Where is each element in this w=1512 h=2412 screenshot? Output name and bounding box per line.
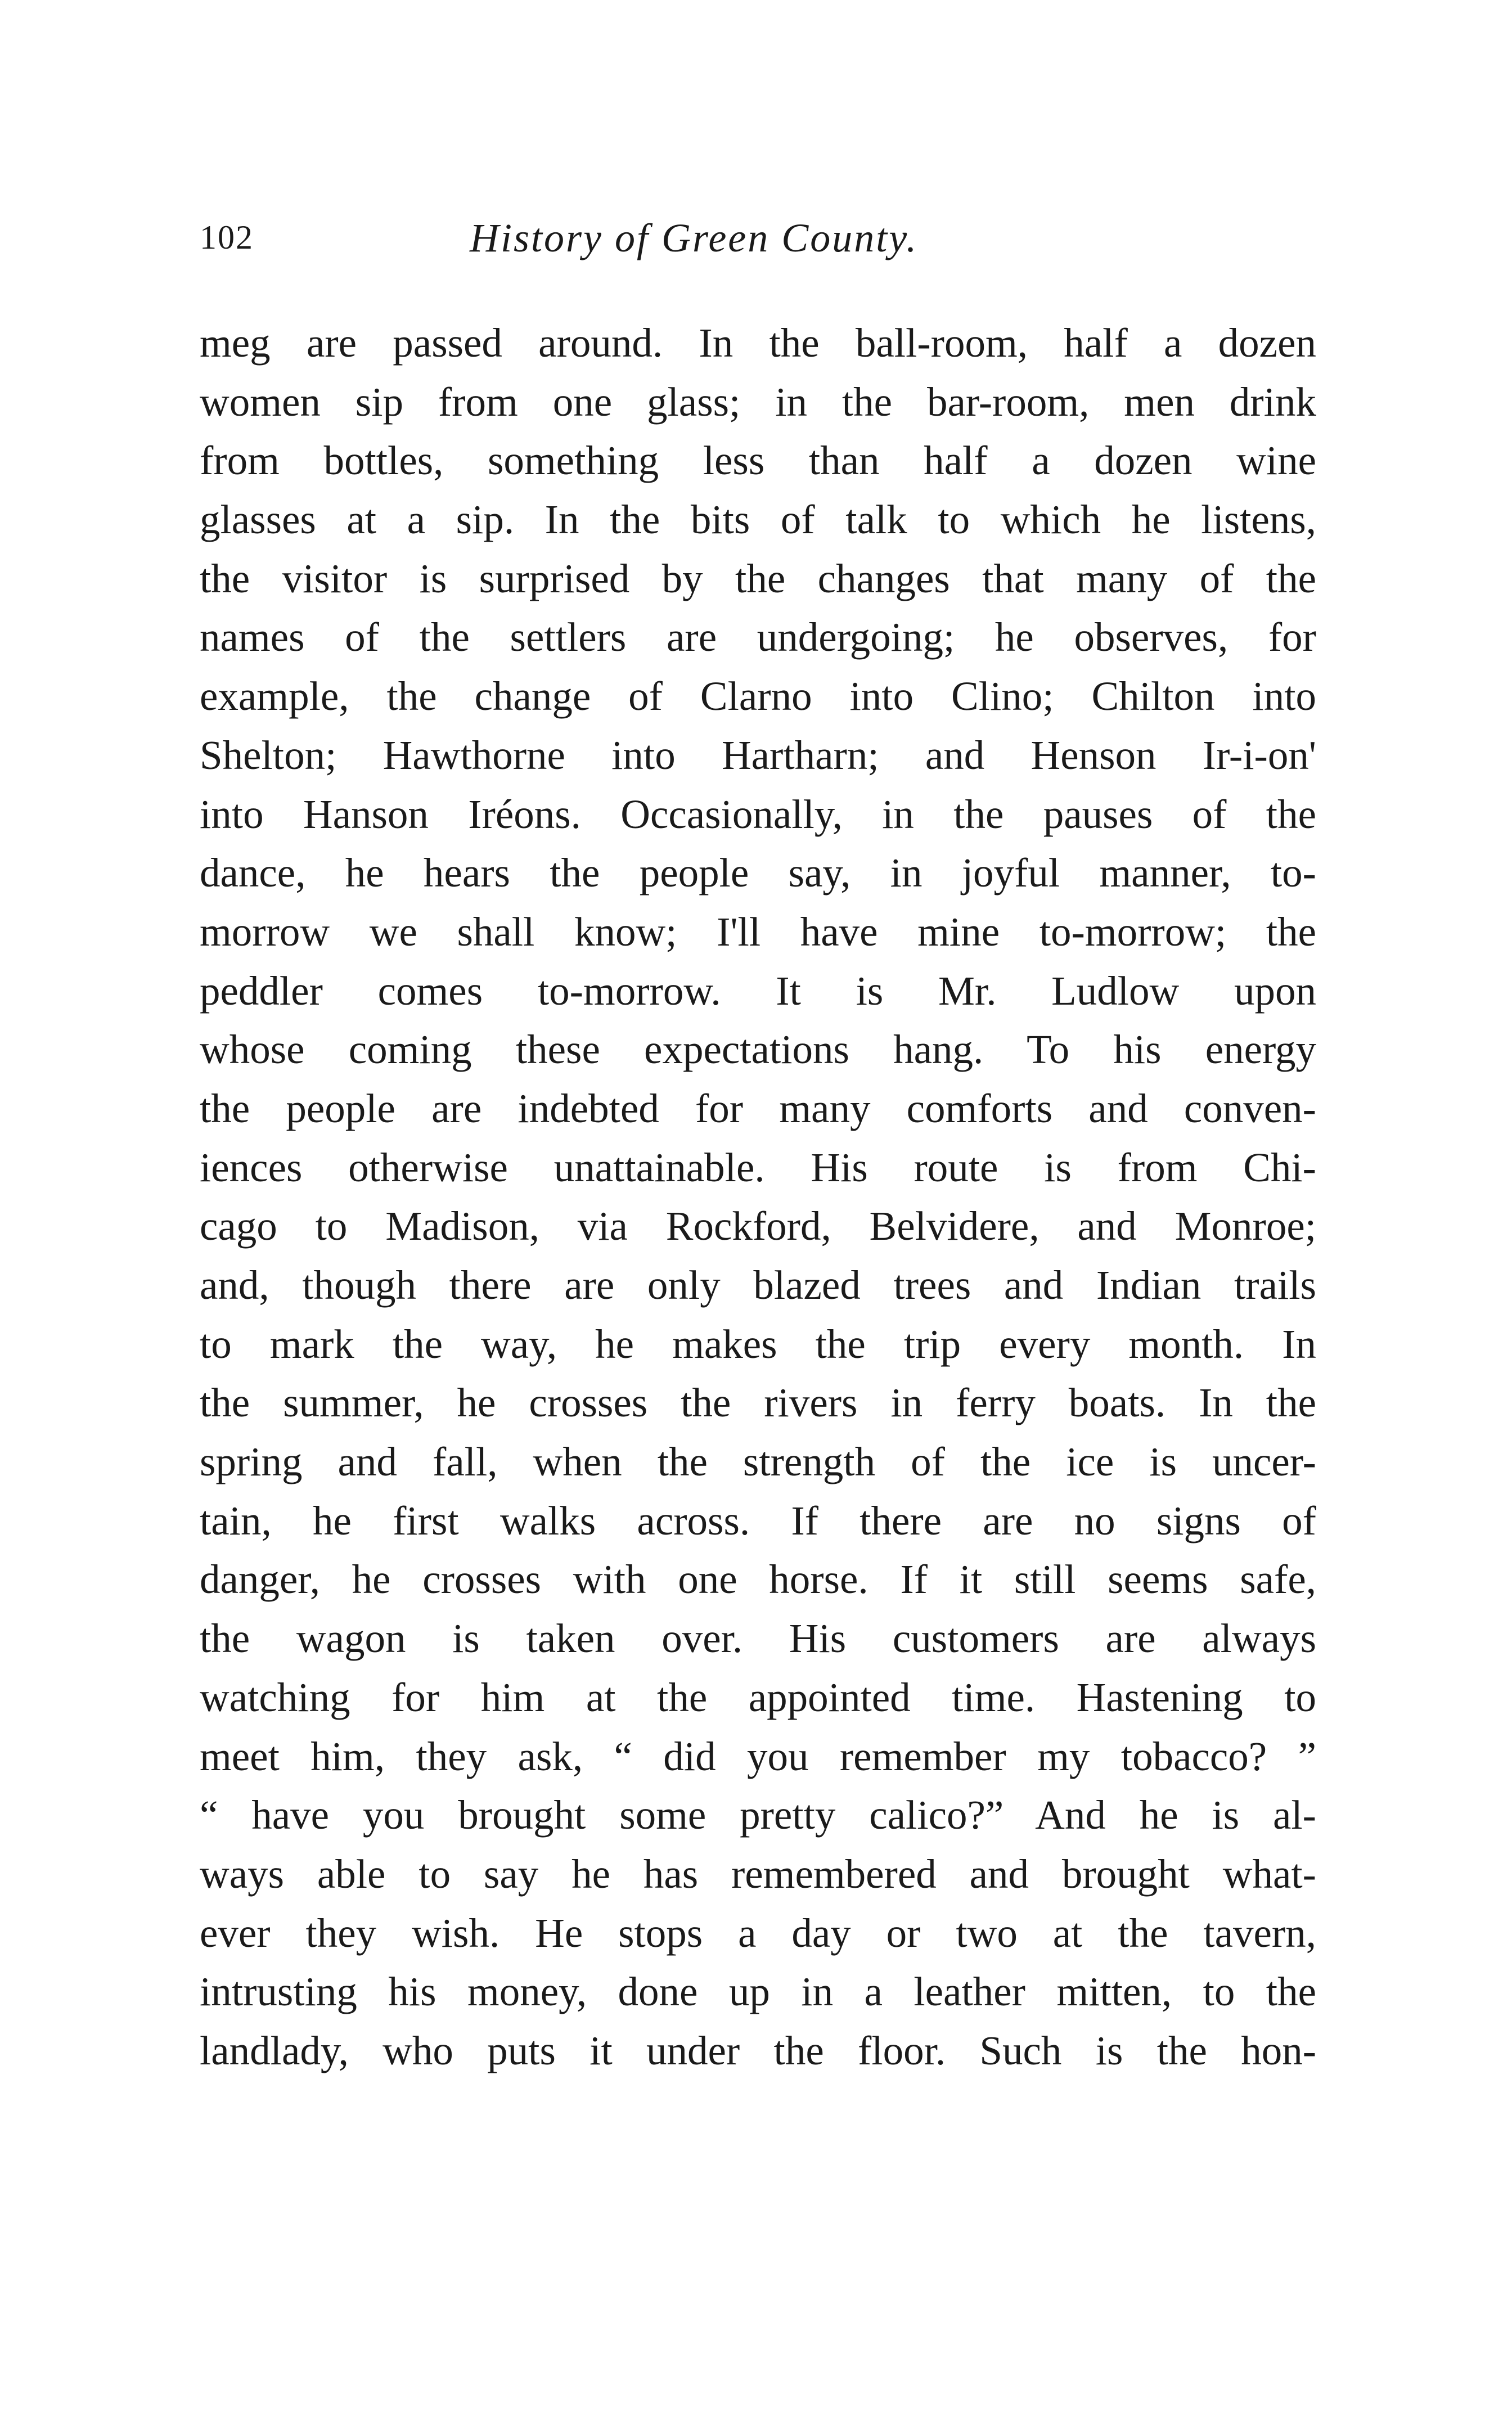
text-line: cago to Madison, via Rockford, Belvidere, and Monroe; xyxy=(200,1203,1316,1249)
text-line: meg are passed around. In the ball-room, half a dozen xyxy=(200,320,1316,366)
text-line: meet him, they ask, “ did you remember my tobacco? ” xyxy=(200,1733,1316,1779)
text-line: tain, he first walks across. If there are no signs of xyxy=(200,1497,1316,1544)
text-line: morrow we shall know; I'll have mine to-morrow; the xyxy=(200,908,1316,955)
text-line: landlady, who puts it under the floor. Such is the hon- xyxy=(200,2027,1316,2073)
text-line: peddler comes to-morrow. It is Mr. Ludlow upon xyxy=(200,968,1316,1014)
text-line: watching for him at the appointed time. Hastening to xyxy=(200,1674,1316,1720)
text-line: example, the change of Clarno into Clino; Chilton into xyxy=(200,673,1316,719)
text-line: women sip from one glass; in the bar-room, men drink xyxy=(200,379,1316,425)
text-line: ever they wish. He stops a day or two at the tavern, xyxy=(200,1910,1316,1956)
text-line: whose coming these expectations hang. To his energy xyxy=(200,1027,1316,1073)
text-line: from bottles, something less than half a dozen wine xyxy=(200,438,1316,484)
text-line: dance, he hears the people say, in joyful manner, to- xyxy=(200,850,1316,896)
body-text xyxy=(200,314,1316,2081)
text-line: names of the settlers are undergoing; he observes, for xyxy=(200,614,1316,660)
text-line: danger, he crosses with one horse. If it still seems safe, xyxy=(200,1556,1316,1603)
text-line: into Hanson Iréons. Occasionally, in the pauses of the xyxy=(200,791,1316,837)
text-line: to mark the way, he makes the trip every month. In xyxy=(200,1321,1316,1367)
text-line: the summer, he crosses the rivers in ferry boats. In the xyxy=(200,1380,1316,1426)
text-line: the visitor is surprised by the changes that many of the xyxy=(200,555,1316,601)
running-title: History of Green County. xyxy=(470,215,919,260)
page-header xyxy=(200,215,1212,269)
text-line: “ have you brought some pretty calico?” And he is al- xyxy=(200,1792,1316,1838)
text-line: and, though there are only blazed trees and Indian trails xyxy=(200,1262,1316,1308)
text-line: glasses at a sip. In the bits of talk to which he listens, xyxy=(200,497,1316,543)
text-line: iences otherwise unattainable. His route is from Chi- xyxy=(200,1144,1316,1190)
text-line: Shelton; Hawthorne into Hartharn; and Henson Ir-i-on' xyxy=(200,732,1316,778)
page-number: 102 xyxy=(200,219,254,256)
text-line: ways able to say he has remembered and brought what- xyxy=(200,1851,1316,1897)
text-line: spring and fall, when the strength of the ice is uncer- xyxy=(200,1439,1316,1485)
text-line: the people are indebted for many comforts and conven- xyxy=(200,1085,1316,1131)
text-line: intrusting his money, done up in a leather mitten, to the xyxy=(200,1969,1316,2015)
text-line: the wagon is taken over. His customers are always xyxy=(200,1616,1316,1662)
